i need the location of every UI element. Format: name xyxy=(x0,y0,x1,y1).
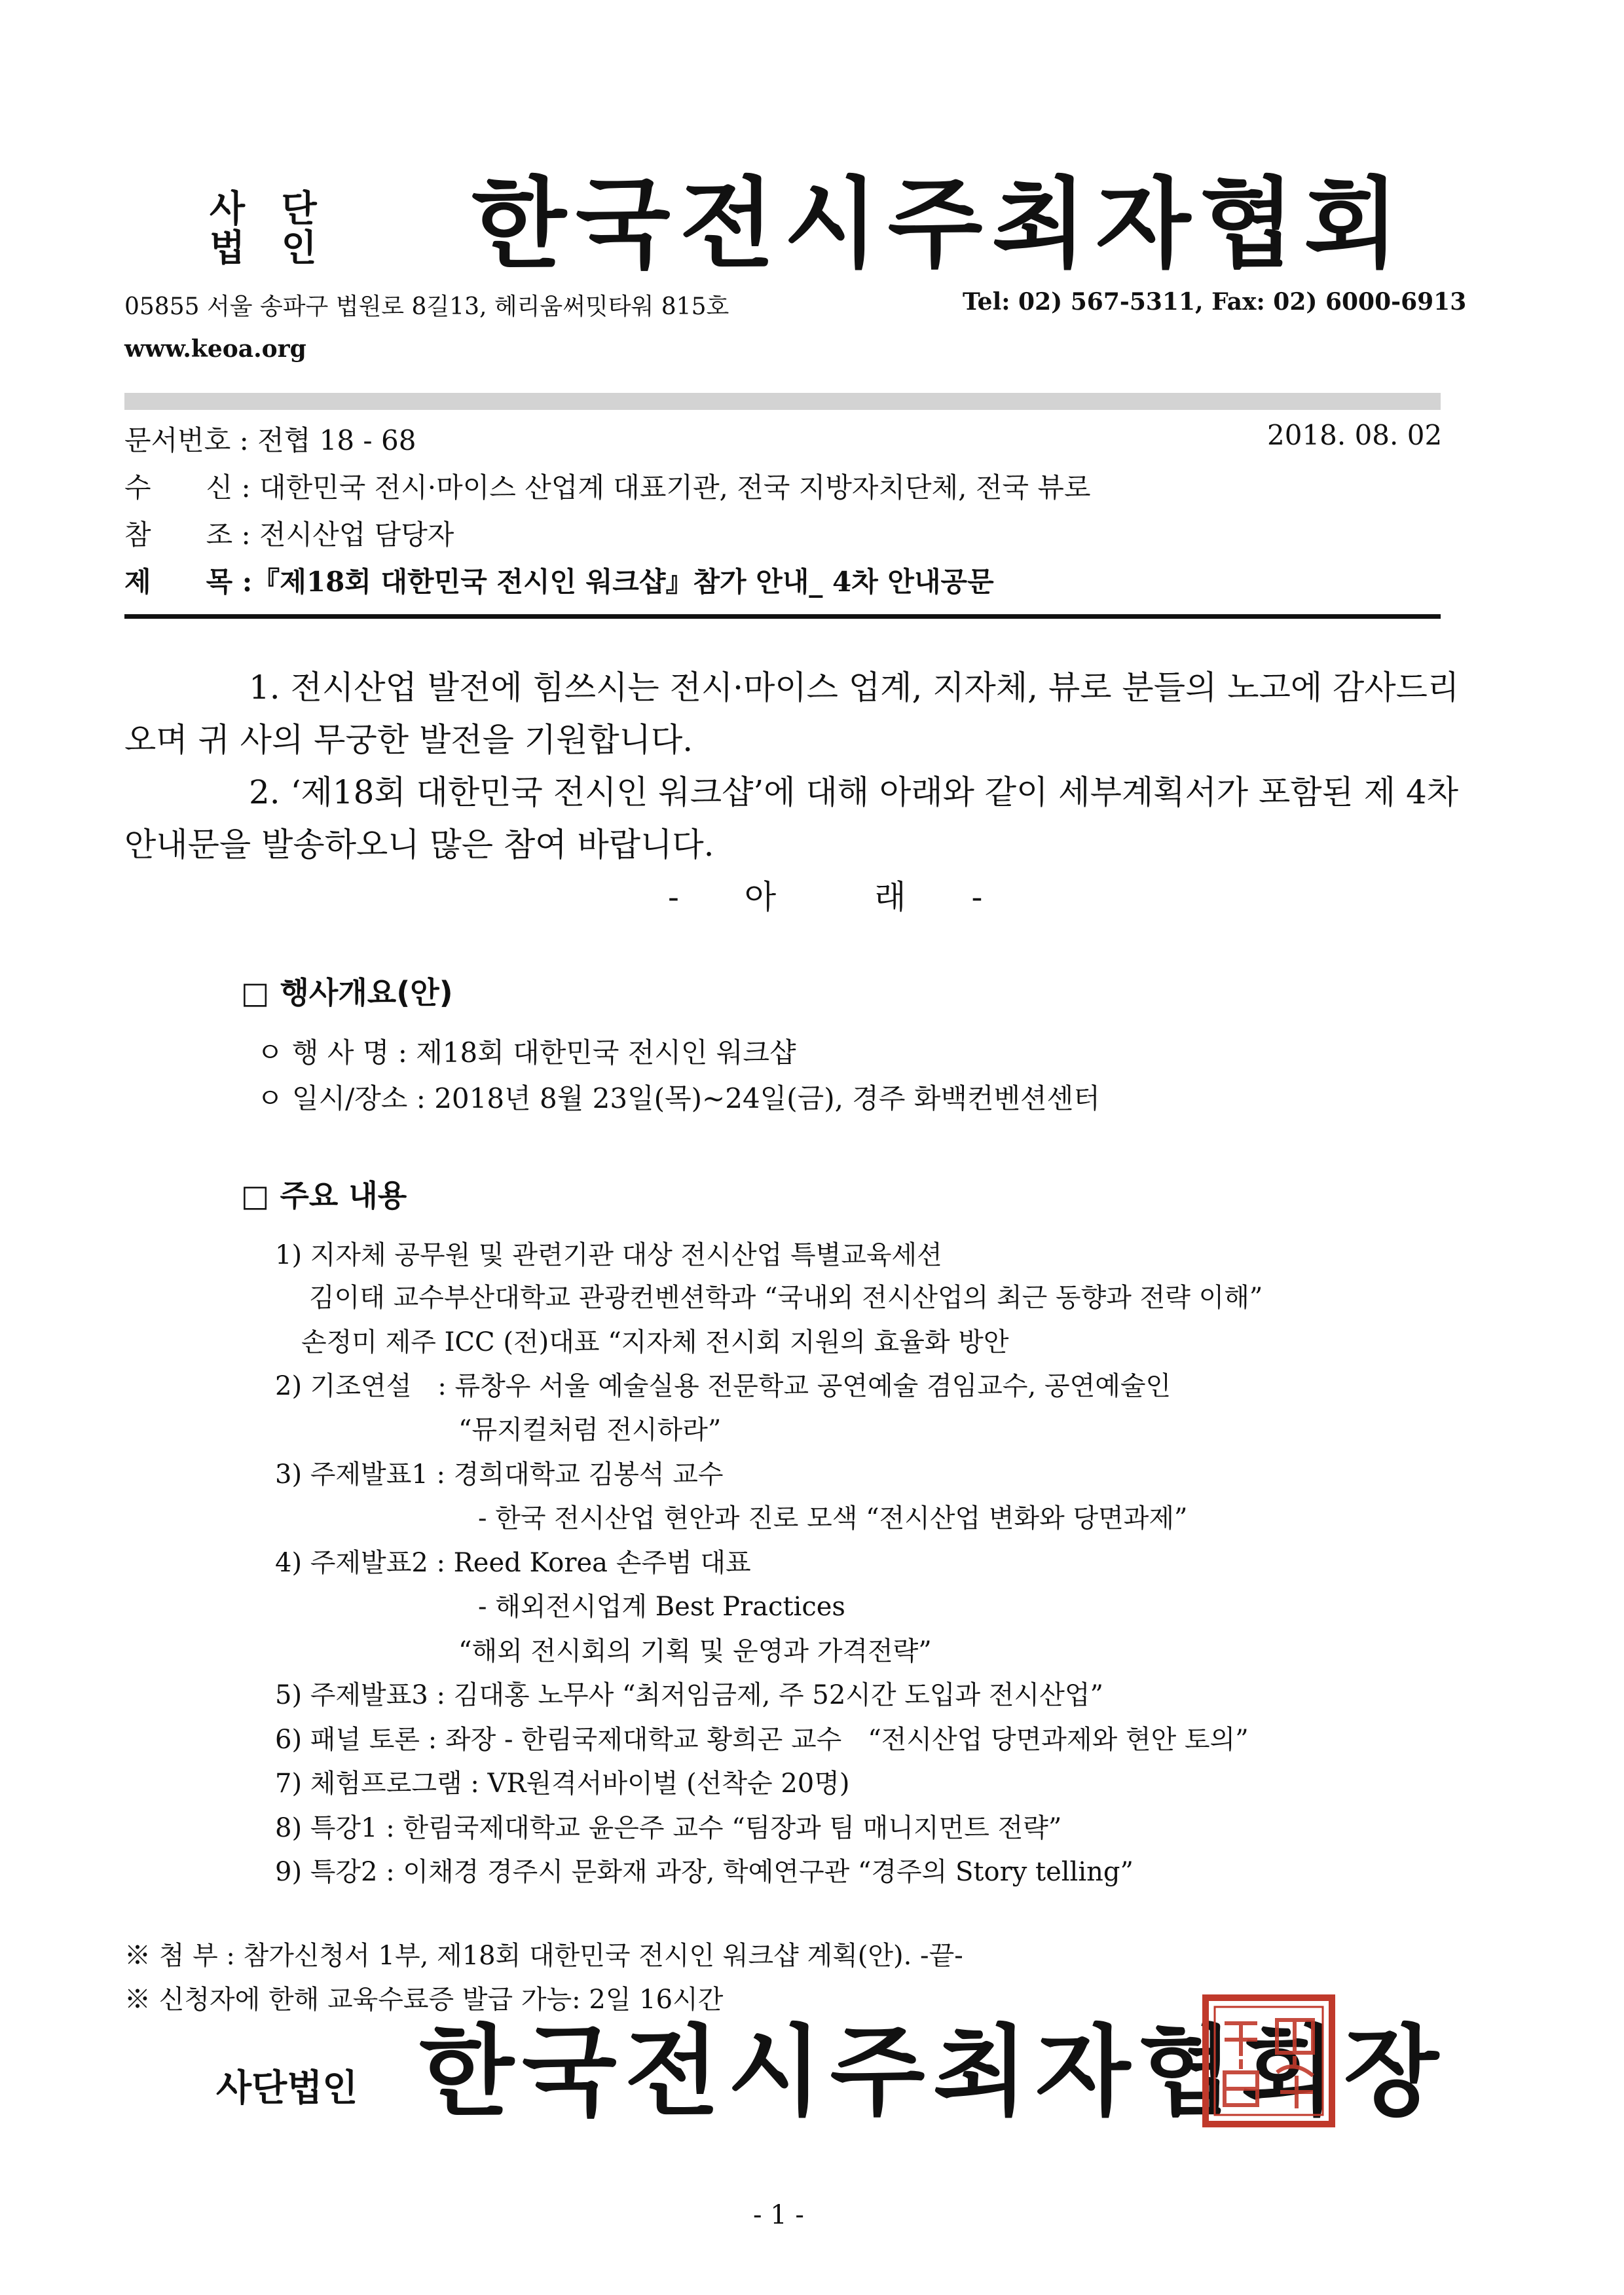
certificate-note: ※ 신청자에 한해 교육수료증 발급 가능: 2일 16시간 xyxy=(124,1985,724,2015)
address: 05855 서울 송파구 법원로 8길13, 헤리움써밋타워 815호 xyxy=(124,293,729,320)
corp-type-label xyxy=(210,190,329,268)
subject-rule xyxy=(124,614,1441,619)
recipient: 수 신 : 대한민국 전시·마이스 산업계 대표기관, 전국 지방자치단체, 전국 뷰로 xyxy=(124,471,1091,504)
paragraph-1-line2: 오며 귀 사의 무궁한 발전을 기원합니다. xyxy=(124,721,693,759)
header-divider xyxy=(124,393,1441,410)
paragraph-1-line1: 1. 전시산업 발전에 힘쓰시는 전시·마이스 업계, 지자체, 뷰로 분들의 노고에 감사드리 xyxy=(249,669,1460,707)
below-heading: - 아 래 - xyxy=(668,878,983,916)
org-title: 한국전시주최자협회 xyxy=(471,168,1409,282)
content-line: “해외 전시회의 기획 및 운영과 가격전략” xyxy=(458,1636,932,1666)
corp-type-line2: 법 인 xyxy=(210,227,329,270)
content-line: 5) 주제발표3 : 김대홍 노무사 “최저임금제, 주 52시간 도입과 전시산업” xyxy=(275,1680,1103,1710)
content-line: - 해외전시업계 Best Practices xyxy=(478,1592,845,1622)
doc-date: 2018. 08. 02 xyxy=(1267,419,1443,451)
contents-heading: □ 주요 내용 xyxy=(241,1178,407,1213)
content-line: 6) 패널 토론 : 좌장 - 한림국제대학교 황희곤 교수 “전시산업 당면과제와 현안 토의” xyxy=(275,1725,1249,1755)
website-link[interactable]: www.keoa.org xyxy=(124,335,306,363)
paragraph-2-line1: 2. ‘제18회 대한민국 전시인 워크샵’에 대해 아래와 같이 세부계획서가 포함된 제 4차 xyxy=(249,773,1459,811)
corp-type-line1: 사 단 xyxy=(210,188,329,230)
doc-number: 문서번호 : 전협 18 - 68 xyxy=(124,424,416,456)
attachment-note: ※ 첨 부 : 참가신청서 1부, 제18회 대한민국 전시인 워크샵 계획(안). -끝- xyxy=(124,1941,963,1971)
subject: 제 목 :『제18회 대한민국 전시인 워크샵』참가 안내_ 4차 안내공문 xyxy=(124,566,994,598)
content-line: 7) 체험프로그램 : VR원격서바이벌 (선착순 20명) xyxy=(275,1769,850,1799)
content-line: 손정미 제주 ICC (전)대표 “지자체 전시회 지원의 효율화 방안 xyxy=(301,1327,1009,1357)
content-line: 김이태 교수부산대학교 관광컨벤션학과 “국내외 전시산업의 최근 동향과 전략 이해” xyxy=(309,1283,1263,1313)
content-line: “뮤지컬처럼 전시하라” xyxy=(458,1415,722,1445)
official-seal-icon xyxy=(1202,1994,1336,2128)
event-name: ㅇ 행 사 명 : 제18회 대한민국 전시인 워크샵 xyxy=(257,1037,796,1069)
content-line: 3) 주제발표1 : 경희대학교 김봉석 교수 xyxy=(275,1460,724,1490)
footer-corp-type: 사단법인 xyxy=(216,2067,358,2110)
overview-heading: □ 행사개요(안) xyxy=(241,975,453,1010)
footer-title: 한국전시주최자협회장 xyxy=(419,2015,1447,2129)
paragraph-2-line2: 안내문을 발송하오니 많은 참여 바랍니다. xyxy=(124,826,714,864)
content-line: 4) 주제발표2 : Reed Korea 손주범 대표 xyxy=(275,1548,751,1578)
tel-fax: Tel: 02) 567-5311, Fax: 02) 6000-6913 xyxy=(963,288,1467,316)
content-line: 1) 지자체 공무원 및 관련기관 대상 전시산업 특별교육세션 xyxy=(275,1240,942,1270)
content-line: 2) 기조연설 : 류창우 서울 예술실용 전문학교 공연예술 겸임교수, 공연예술인 xyxy=(275,1371,1172,1401)
content-line: 9) 특강2 : 이채경 경주시 문화재 과장, 학예연구관 “경주의 Story telling” xyxy=(275,1857,1134,1887)
content-line: - 한국 전시산업 현안과 진로 모색 “전시산업 변화와 당면과제” xyxy=(478,1503,1188,1533)
page-number: - 1 - xyxy=(753,2200,804,2230)
event-date-place: ㅇ 일시/장소 : 2018년 8월 23일(목)~24일(금), 경주 화백컨벤션센터 xyxy=(257,1082,1100,1114)
reference: 참 조 : 전시산업 담당자 xyxy=(124,519,454,551)
content-line: 8) 특강1 : 한림국제대학교 윤은주 교수 “팀장과 팀 매니지먼트 전략” xyxy=(275,1813,1062,1843)
